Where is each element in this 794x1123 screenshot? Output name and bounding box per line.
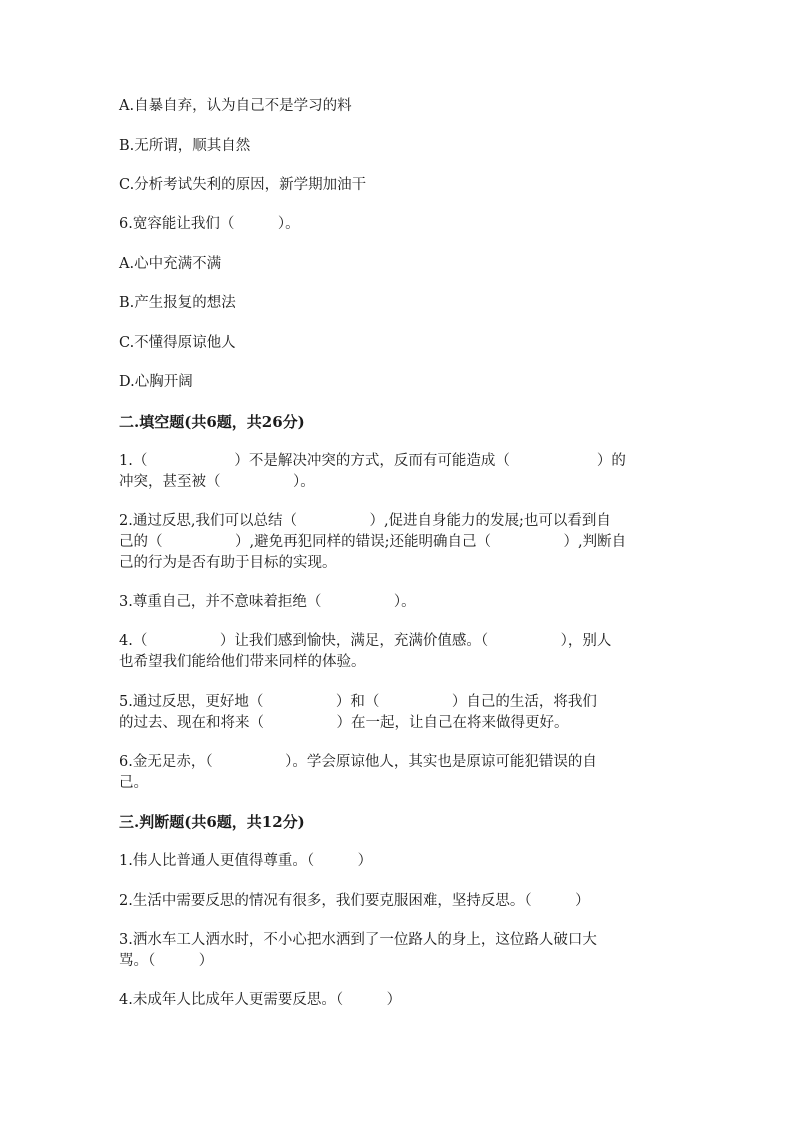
fill-q5-line2: 的过去、现在和将来（ ）在一起，让自己在将来做得更好。 [119, 715, 569, 731]
tf-q1: 1.伟人比普通人更值得尊重。（ ） [119, 853, 373, 869]
option-5b: B.无所谓，顺其自然 [119, 138, 251, 154]
fill-q2-line1: 2.通过反思,我们可以总结（ ）,促进自身能力的发展;也可以看到自 [119, 513, 611, 529]
section-heading-fill-blank: 二.填空题(共6题，共26分) [119, 413, 305, 431]
fill-q4-line1: 4.（ ）让我们感到愉快，满足，充满价值感。（ ），别人 [119, 633, 612, 649]
tf-q3-line2: 骂。（ ） [119, 953, 214, 969]
section-heading-true-false: 三.判断题(共6题，共12分) [119, 813, 305, 831]
fill-q2-line2: 己的（ ）,避免再犯同样的错误;还能明确自己（ ）,判断自 [119, 534, 627, 550]
question-6-choice: 6.宽容能让我们（ ）。 [119, 216, 300, 232]
tf-q2: 2.生活中需要反思的情况有很多，我们要克服困难，坚持反思。（ ） [119, 893, 590, 909]
tf-q3-line1: 3.洒水车工人洒水时，不小心把水洒到了一位路人的身上，这位路人破口大 [119, 932, 597, 948]
option-5a: A.自暴自弃，认为自己不是学习的料 [119, 98, 352, 114]
fill-q3: 3.尊重自己，并不意味着拒绝（ ）。 [119, 594, 416, 610]
fill-q5-line1: 5.通过反思，更好地（ ）和（ ）自己的生活，将我们 [119, 694, 597, 710]
fill-q1-line1: 1.（ ）不是解决冲突的方式，反而有可能造成（ ）的 [119, 453, 626, 469]
option-5c: C.分析考试失利的原因，新学期加油干 [119, 177, 367, 193]
fill-q4-line2: 也希望我们能给他们带来同样的体验。 [119, 654, 366, 670]
fill-q6-line1: 6.金无足赤，（ ）。学会原谅他人，其实也是原谅可能犯错误的自 [119, 754, 597, 770]
option-6b: B.产生报复的想法 [119, 295, 236, 311]
fill-q2-line3: 己的行为是否有助于目标的实现。 [119, 555, 337, 571]
option-6c: C.不懂得原谅他人 [119, 335, 236, 351]
fill-q6-line2: 己。 [119, 775, 148, 791]
tf-q4: 4.未成年人比成年人更需要反思。（ ） [119, 992, 402, 1008]
fill-q1-line2: 冲突，甚至被（ ）。 [119, 474, 315, 490]
option-6a: A.心中充满不满 [119, 256, 222, 272]
option-6d: D.心胸开阔 [119, 374, 193, 390]
